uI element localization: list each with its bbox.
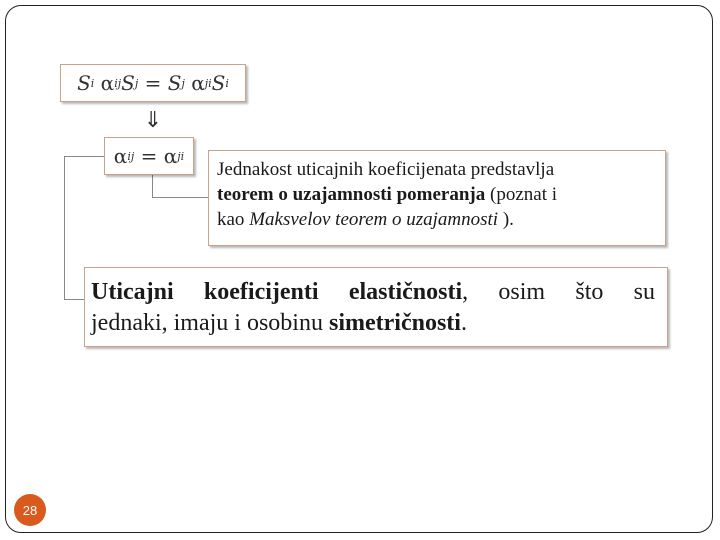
text-box-symmetry bbox=[84, 267, 668, 347]
paragraph-line bbox=[217, 207, 657, 232]
formula-symbol: S bbox=[121, 71, 135, 95]
bold-term: Uticajni koeficijenti elastičnosti bbox=[91, 279, 463, 305]
formula-subscript: ij bbox=[127, 149, 135, 163]
formula-box-reciprocity bbox=[60, 64, 246, 102]
page-number-badge: 28 bbox=[14, 494, 46, 526]
text-run: jednaki, imaju i osobinu bbox=[91, 310, 329, 336]
formula-equality bbox=[105, 138, 193, 174]
formula-symbol: S bbox=[77, 71, 91, 95]
paragraph-symmetry bbox=[91, 277, 655, 339]
paragraph-maxwell bbox=[217, 157, 657, 232]
formula-symbol: α bbox=[191, 71, 205, 95]
formula-operator: = bbox=[144, 71, 162, 95]
formula-subscript: ji bbox=[177, 149, 185, 163]
bracket-connector-inner bbox=[152, 175, 209, 198]
paragraph-line: Jednakost uticajnih koeficijenata predstavlja bbox=[217, 159, 555, 180]
bold-term: simetričnosti bbox=[328, 310, 461, 336]
formula-subscript: j bbox=[134, 76, 139, 90]
text-run: ). bbox=[498, 209, 514, 230]
formula-subscript: j bbox=[181, 76, 185, 90]
formula-subscript: i bbox=[90, 76, 95, 90]
bold-term: teorem o uzajamnosti pomeranja bbox=[217, 184, 486, 205]
formula-box-equality bbox=[104, 137, 194, 175]
formula-symbol: S bbox=[167, 71, 182, 95]
text-run: , osim što su bbox=[462, 279, 655, 305]
formula-subscript: ij bbox=[114, 76, 122, 90]
paragraph-line bbox=[91, 308, 655, 339]
text-run: . bbox=[460, 310, 467, 336]
formula-symbol: S bbox=[211, 71, 226, 95]
double-down-arrow-icon: ⇓ bbox=[143, 108, 163, 133]
text-run: kao bbox=[217, 209, 250, 230]
text-box-maxwell-theorem bbox=[208, 150, 666, 246]
formula-reciprocity bbox=[61, 65, 245, 101]
formula-symbol: α bbox=[113, 144, 128, 168]
italic-term: Maksvelov teorem o uzajamnosti bbox=[249, 209, 499, 230]
formula-subscript: ji bbox=[204, 76, 212, 90]
formula-operator: = bbox=[140, 144, 158, 168]
formula-symbol: α bbox=[163, 144, 178, 168]
formula-symbol: α bbox=[100, 71, 115, 95]
text-run: (poznat i bbox=[485, 184, 558, 205]
paragraph-line bbox=[217, 182, 657, 207]
formula-subscript: i bbox=[225, 76, 229, 90]
paragraph-line bbox=[91, 277, 655, 308]
